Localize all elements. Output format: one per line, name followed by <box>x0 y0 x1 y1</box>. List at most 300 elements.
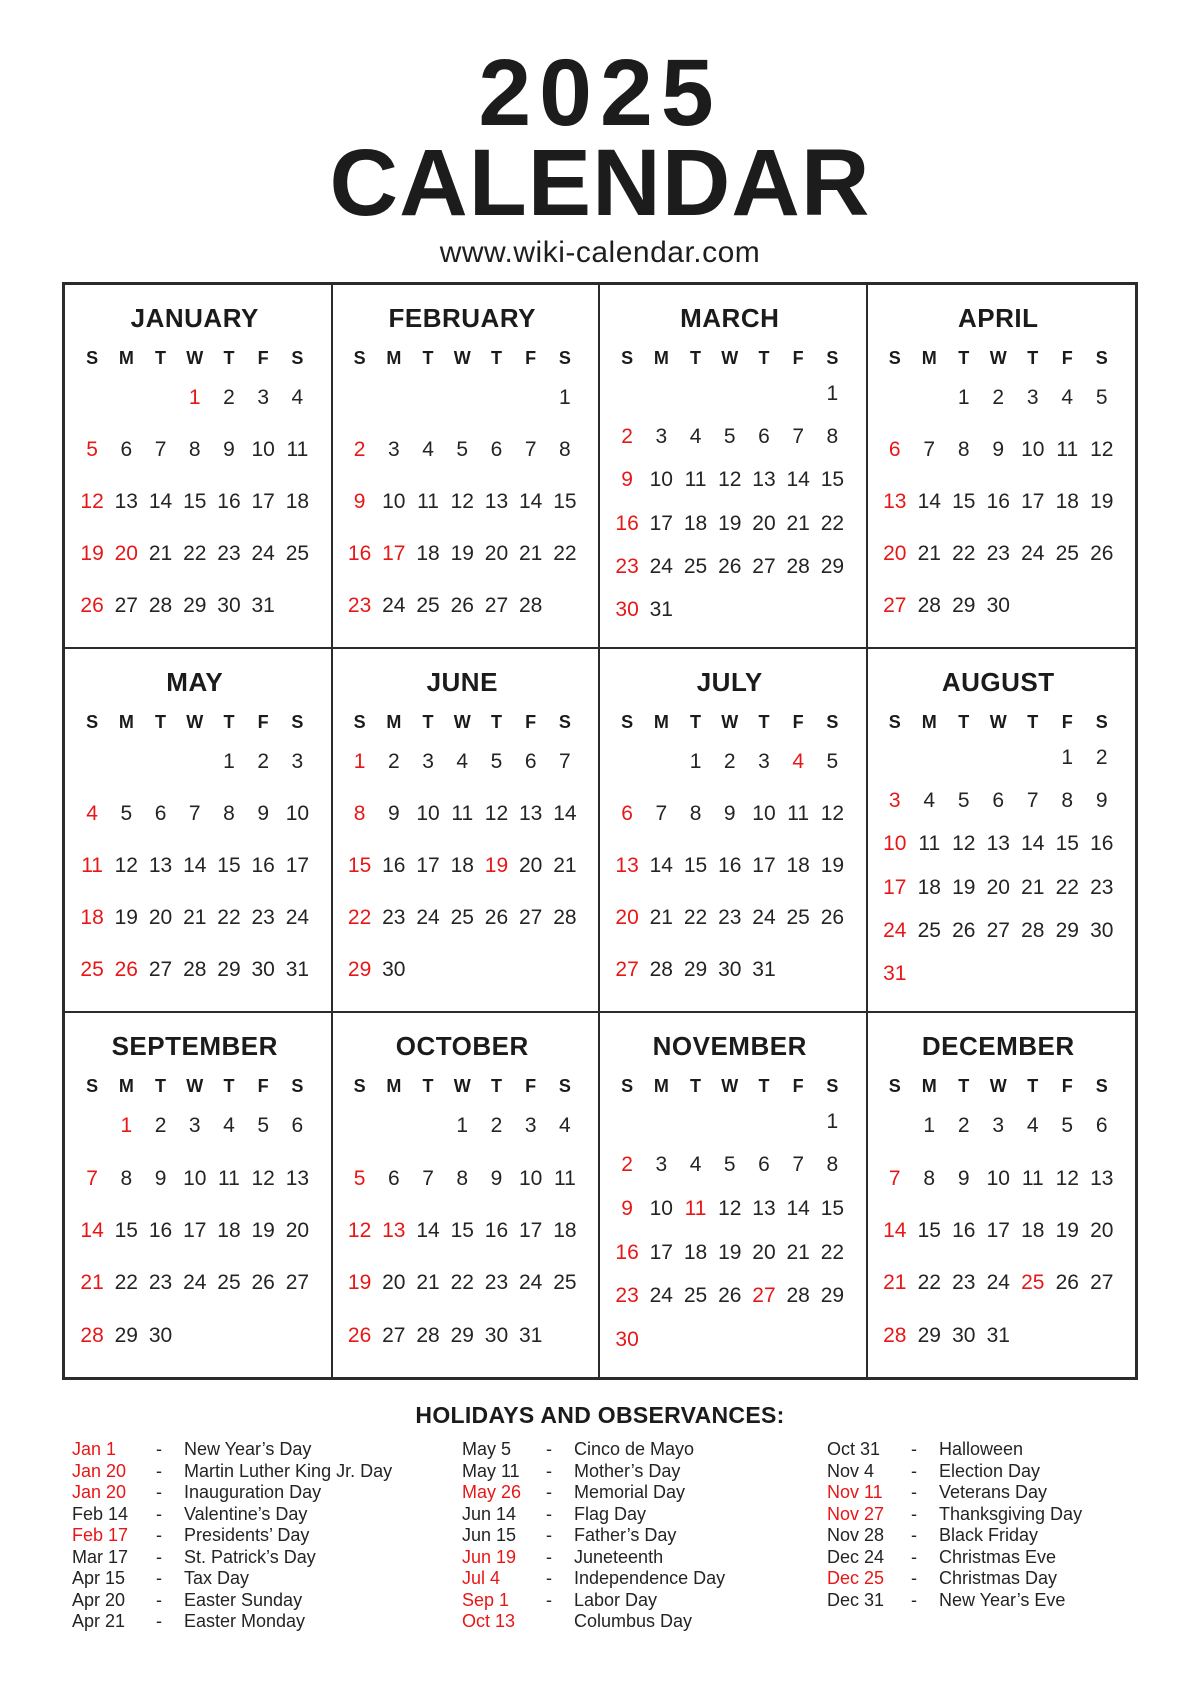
holiday-dash: - <box>156 1525 162 1546</box>
week-row <box>75 959 315 980</box>
holiday-date: Oct 13 <box>462 1611 516 1632</box>
holiday-name: Valentine’s Day <box>184 1503 308 1524</box>
weekday-label: S <box>291 1076 304 1097</box>
holiday-entry <box>72 1504 462 1526</box>
weekday-label: T <box>223 712 235 733</box>
date-cell: 4 <box>223 1114 235 1138</box>
date-cell: 24 <box>649 1284 673 1308</box>
weekday-header <box>343 712 583 733</box>
week-row <box>343 959 583 980</box>
date-cell: 2 <box>723 749 736 773</box>
holiday-name: Election Day <box>939 1460 1041 1481</box>
date-cell: 29 <box>1055 918 1079 942</box>
date-cell: 7 <box>792 424 805 448</box>
date-cell: 21 <box>80 1271 104 1295</box>
empty-cell <box>678 599 712 620</box>
date-cell: 18 <box>80 905 104 929</box>
date-cell: 25 <box>416 593 440 617</box>
date-cell: 24 <box>883 918 907 942</box>
calendar-title: CALENDAR <box>329 130 871 237</box>
holiday-name: New Year’s Eve <box>939 1589 1066 1610</box>
date-cell: 11 <box>1056 437 1079 461</box>
empty-cell <box>178 751 212 772</box>
date-cell: 20 <box>382 1271 406 1295</box>
date-cell: 4 <box>689 1153 702 1177</box>
week-row <box>878 790 1120 811</box>
empty-cell <box>1050 1325 1085 1346</box>
holiday-name: Father’s Day <box>574 1525 677 1546</box>
holiday-entry <box>827 1525 1082 1547</box>
date-cell: 6 <box>120 437 133 461</box>
empty-cell <box>610 751 644 772</box>
weekday-label: T <box>490 348 502 369</box>
weekday-label: S <box>621 348 634 369</box>
empty-cell <box>678 383 712 404</box>
week-row <box>610 383 850 404</box>
month-february <box>333 285 601 649</box>
date-cell: 9 <box>257 801 270 825</box>
weekday-label: T <box>422 712 434 733</box>
weekday-label: F <box>792 712 804 733</box>
date-cell: 8 <box>223 801 235 825</box>
weekday-header <box>75 1076 315 1097</box>
holiday-name: Labor Day <box>574 1589 658 1610</box>
date-cell: 19 <box>820 853 845 877</box>
date-cell: 20 <box>114 541 138 565</box>
date-cell: 7 <box>923 437 936 461</box>
date-cell: 29 <box>114 1323 138 1347</box>
empty-cell <box>912 387 947 408</box>
date-cell: 16 <box>718 853 742 877</box>
holiday-date: Jul 4 <box>462 1568 501 1589</box>
date-cell: 28 <box>917 593 941 617</box>
weekday-label: M <box>118 348 134 369</box>
date-cell: 29 <box>952 593 976 617</box>
holiday-date: Feb 17 <box>72 1525 129 1546</box>
date-cell: 25 <box>1021 1271 1045 1295</box>
date-cell: 23 <box>615 554 639 578</box>
date-cell: 17 <box>251 489 275 513</box>
date-cell: 14 <box>80 1218 104 1242</box>
weekday-label: S <box>291 712 304 733</box>
date-cell: 8 <box>353 801 366 825</box>
date-cell: 18 <box>683 511 708 535</box>
holiday-name: Presidents’ Day <box>184 1525 310 1546</box>
date-cell: 14 <box>917 489 941 513</box>
date-cell: 15 <box>1055 832 1079 856</box>
date-cell: 23 <box>615 1284 639 1308</box>
date-cell: 1 <box>957 385 970 409</box>
empty-cell <box>947 747 982 768</box>
month-title: JULY <box>696 667 763 698</box>
date-cell: 25 <box>80 957 104 981</box>
week-row <box>343 543 583 564</box>
holiday-dash: - <box>911 1503 917 1524</box>
weekday-header <box>878 348 1120 369</box>
date-cell: 24 <box>251 541 275 565</box>
date-cell: 21 <box>416 1271 440 1295</box>
weeks <box>878 735 1120 995</box>
weekday-label: S <box>353 348 366 369</box>
empty-cell <box>1016 747 1051 768</box>
date-cell: 22 <box>183 541 207 565</box>
weekday-label: S <box>621 1076 634 1097</box>
date-cell: 28 <box>786 554 810 578</box>
weekday-label: S <box>826 712 839 733</box>
date-cell: 5 <box>490 749 503 773</box>
date-cell: 12 <box>1090 437 1114 461</box>
month-july <box>600 649 868 1013</box>
weekday-header <box>75 348 315 369</box>
holiday-entry <box>72 1482 462 1504</box>
empty-cell <box>713 1111 747 1132</box>
weekday-label: T <box>758 712 770 733</box>
date-cell: 22 <box>952 541 976 565</box>
date-cell: 9 <box>154 1166 167 1190</box>
date-cell: 9 <box>490 1166 503 1190</box>
date-cell: 22 <box>820 1240 845 1264</box>
month-title: MAY <box>166 667 224 698</box>
date-cell: 11 <box>286 437 309 461</box>
weekday-label: F <box>257 1076 269 1097</box>
holiday-dash <box>540 1611 574 1633</box>
date-cell: 13 <box>114 489 138 513</box>
empty-cell <box>1050 963 1085 984</box>
date-cell: 18 <box>416 541 440 565</box>
weeks <box>610 735 850 995</box>
date-cell: 15 <box>217 853 241 877</box>
week-row <box>343 1115 583 1136</box>
empty-cell <box>747 383 781 404</box>
empty-cell <box>548 1325 582 1346</box>
weekday-label: T <box>690 348 702 369</box>
date-cell: 2 <box>387 749 400 773</box>
date-cell: 3 <box>422 749 434 773</box>
date-cell: 15 <box>183 489 207 513</box>
date-cell: 3 <box>758 749 770 773</box>
date-cell: 10 <box>382 489 406 513</box>
weekday-header <box>610 348 850 369</box>
weekday-header <box>75 712 315 733</box>
date-cell: 29 <box>217 957 241 981</box>
empty-cell <box>1085 595 1120 616</box>
week-row <box>610 1242 850 1263</box>
date-cell: 8 <box>1061 788 1074 812</box>
date-cell: 30 <box>148 1323 173 1347</box>
website-url: www.wiki-calendar.com <box>439 236 761 270</box>
date-cell: 16 <box>251 853 275 877</box>
date-cell: 7 <box>188 801 201 825</box>
date-cell: 10 <box>416 801 440 825</box>
weeks <box>878 1099 1120 1361</box>
week-row <box>878 1220 1120 1241</box>
holiday-column-3 <box>827 1439 1082 1633</box>
date-cell: 7 <box>559 749 571 773</box>
empty-cell <box>75 751 109 772</box>
date-cell: 18 <box>1021 1218 1045 1242</box>
month-title: DECEMBER <box>921 1031 1075 1062</box>
empty-cell <box>610 1111 644 1132</box>
date-cell: 25 <box>450 905 474 929</box>
holiday-entry <box>72 1611 462 1633</box>
date-cell: 27 <box>883 593 907 617</box>
week-row <box>75 803 315 824</box>
holiday-dash: - <box>911 1439 917 1460</box>
holiday-date: Oct 31 <box>827 1439 881 1460</box>
empty-cell <box>644 1329 678 1350</box>
holiday-name: Mother’s Day <box>574 1460 681 1481</box>
holiday-date: Jan 1 <box>72 1439 117 1460</box>
week-row <box>343 803 583 824</box>
date-cell: 4 <box>792 749 805 773</box>
date-cell: 8 <box>957 437 970 461</box>
date-cell: 24 <box>518 1271 543 1295</box>
date-cell: 13 <box>883 489 907 513</box>
holiday-dash: - <box>546 1525 552 1546</box>
empty-cell <box>143 387 177 408</box>
date-cell: 2 <box>992 385 1005 409</box>
week-row <box>610 1154 850 1175</box>
holiday-dash: - <box>911 1568 917 1589</box>
weekday-label: T <box>155 712 167 733</box>
holiday-columns <box>0 1439 1200 1633</box>
weeks <box>343 1099 583 1361</box>
holiday-dash: - <box>911 1589 917 1610</box>
date-cell: 5 <box>723 1153 736 1177</box>
date-cell: 11 <box>1021 1166 1044 1190</box>
empty-cell <box>644 383 678 404</box>
date-cell: 16 <box>382 853 406 877</box>
date-cell: 12 <box>718 468 742 492</box>
holiday-dash: - <box>911 1525 917 1546</box>
date-cell: 2 <box>223 385 235 409</box>
empty-cell <box>280 595 314 616</box>
date-cell: 10 <box>1021 437 1045 461</box>
week-row <box>343 387 583 408</box>
date-cell: 16 <box>1090 832 1114 856</box>
date-cell: 27 <box>752 554 776 578</box>
holiday-date: May 11 <box>462 1460 520 1481</box>
week-row <box>610 1329 850 1350</box>
date-cell: 21 <box>917 541 941 565</box>
date-cell: 24 <box>752 905 776 929</box>
weekday-label: W <box>453 712 471 733</box>
weekday-label: T <box>422 1076 434 1097</box>
date-cell: 11 <box>684 468 707 492</box>
date-cell: 11 <box>451 801 474 825</box>
holiday-date: Mar 17 <box>72 1546 129 1567</box>
date-cell: 28 <box>553 905 577 929</box>
date-cell: 1 <box>826 381 839 405</box>
week-row <box>75 751 315 772</box>
date-cell: 26 <box>251 1271 275 1295</box>
date-cell: 26 <box>718 1284 742 1308</box>
date-cell: 16 <box>952 1218 976 1242</box>
weekday-label: F <box>792 1076 804 1097</box>
date-cell: 9 <box>957 1166 970 1190</box>
date-cell: 23 <box>148 1271 173 1295</box>
date-cell: 11 <box>218 1166 240 1190</box>
weekday-label: F <box>257 712 269 733</box>
date-cell: 30 <box>484 1323 509 1347</box>
month-title: SEPTEMBER <box>111 1031 278 1062</box>
weekday-label: S <box>558 348 571 369</box>
date-cell: 26 <box>114 957 138 981</box>
weekday-label: S <box>826 1076 839 1097</box>
date-cell: 29 <box>917 1323 941 1347</box>
date-cell: 18 <box>786 853 810 877</box>
date-cell: 21 <box>553 853 577 877</box>
weekday-label: T <box>223 348 235 369</box>
month-title: MARCH <box>680 303 780 334</box>
holiday-date: Jun 19 <box>462 1546 517 1567</box>
date-cell: 22 <box>1055 875 1079 899</box>
date-cell: 10 <box>649 1197 673 1221</box>
holiday-name: Inauguration Day <box>184 1482 322 1503</box>
empty-cell <box>75 1115 109 1136</box>
empty-cell <box>212 1325 246 1346</box>
holiday-entry <box>827 1590 1082 1612</box>
empty-cell <box>678 1111 712 1132</box>
date-cell: 22 <box>820 511 845 535</box>
empty-cell <box>178 1325 212 1346</box>
date-cell: 1 <box>826 1109 839 1133</box>
date-cell: 17 <box>649 1240 673 1264</box>
date-cell: 1 <box>1061 745 1074 769</box>
date-cell: 4 <box>1026 1114 1039 1138</box>
date-cell: 11 <box>553 1166 576 1190</box>
date-cell: 18 <box>450 853 474 877</box>
week-row <box>75 1272 315 1293</box>
holiday-dash: - <box>156 1568 162 1589</box>
holiday-dash: - <box>911 1460 917 1481</box>
date-cell: 22 <box>114 1271 138 1295</box>
empty-cell <box>445 959 479 980</box>
date-cell: 28 <box>649 957 673 981</box>
weekday-label: S <box>353 1076 366 1097</box>
date-cell: 4 <box>86 801 98 825</box>
date-cell: 28 <box>883 1323 907 1347</box>
weekday-label: S <box>1095 712 1108 733</box>
date-cell: 6 <box>154 801 167 825</box>
date-cell: 4 <box>559 1114 571 1138</box>
holiday-column-2 <box>462 1439 827 1633</box>
holidays-section <box>0 1402 1200 1633</box>
holiday-entry <box>462 1568 827 1590</box>
header <box>0 0 1200 270</box>
weekday-label: T <box>690 1076 702 1097</box>
date-cell: 22 <box>217 905 241 929</box>
date-cell: 22 <box>917 1271 941 1295</box>
date-cell: 15 <box>347 853 372 877</box>
date-cell: 17 <box>382 541 406 565</box>
holiday-dash: - <box>546 1503 552 1524</box>
week-row <box>610 599 850 620</box>
date-cell: 15 <box>553 489 577 513</box>
date-cell: 10 <box>883 832 907 856</box>
weekday-header <box>610 712 850 733</box>
holiday-dash: - <box>546 1439 552 1460</box>
date-cell: 1 <box>456 1114 469 1138</box>
date-cell: 29 <box>347 957 372 981</box>
weekday-label: S <box>353 712 366 733</box>
week-row <box>878 920 1120 941</box>
empty-cell <box>947 963 982 984</box>
date-cell: 27 <box>114 593 138 617</box>
date-cell: 23 <box>1090 875 1114 899</box>
week-row <box>610 803 850 824</box>
date-cell: 12 <box>347 1218 372 1242</box>
week-row <box>75 1325 315 1346</box>
weekday-label: M <box>118 712 134 733</box>
weekday-label: M <box>921 1076 937 1097</box>
weekday-header <box>343 1076 583 1097</box>
week-row <box>343 1272 583 1293</box>
empty-cell <box>1050 595 1085 616</box>
empty-cell <box>815 599 849 620</box>
week-row <box>878 491 1120 512</box>
year-title: 2025 <box>478 40 722 146</box>
date-cell: 28 <box>80 1323 104 1347</box>
date-cell: 5 <box>957 788 970 812</box>
date-cell: 10 <box>649 468 673 492</box>
date-cell: 30 <box>718 957 742 981</box>
holiday-entry <box>462 1525 827 1547</box>
week-row <box>878 1115 1120 1136</box>
weekday-label: T <box>155 1076 167 1097</box>
weekday-header <box>878 1076 1120 1097</box>
empty-cell <box>644 751 678 772</box>
empty-cell <box>981 747 1016 768</box>
weekday-label: T <box>958 712 970 733</box>
date-cell: 6 <box>490 437 503 461</box>
date-cell: 17 <box>416 853 440 877</box>
date-cell: 1 <box>188 385 201 409</box>
holiday-date: Nov 4 <box>827 1460 875 1481</box>
empty-cell <box>411 387 445 408</box>
empty-cell <box>747 1329 781 1350</box>
date-cell: 16 <box>484 1218 509 1242</box>
holiday-name: Independence Day <box>574 1568 726 1589</box>
empty-cell <box>479 387 513 408</box>
date-cell: 16 <box>148 1218 173 1242</box>
date-cell: 29 <box>820 1284 845 1308</box>
date-cell: 13 <box>285 1166 310 1190</box>
weekday-label: T <box>223 1076 235 1097</box>
week-row <box>610 1111 850 1132</box>
date-cell: 6 <box>621 801 633 825</box>
date-cell: 15 <box>114 1218 138 1242</box>
weeks <box>878 371 1120 631</box>
date-cell: 9 <box>387 801 400 825</box>
date-cell: 23 <box>347 593 372 617</box>
date-cell: 11 <box>684 1197 707 1221</box>
month-january <box>65 285 333 649</box>
date-cell: 20 <box>148 905 173 929</box>
date-cell: 26 <box>484 905 509 929</box>
date-cell: 5 <box>1061 1114 1074 1138</box>
empty-cell <box>644 1111 678 1132</box>
holiday-date: Jun 15 <box>462 1525 517 1546</box>
weekday-label: T <box>958 348 970 369</box>
date-cell: 22 <box>450 1271 474 1295</box>
week-row <box>610 959 850 980</box>
weekday-label: W <box>453 348 471 369</box>
date-cell: 5 <box>1095 385 1108 409</box>
month-title: AUGUST <box>941 667 1055 698</box>
date-cell: 12 <box>718 1197 742 1221</box>
holiday-name: Martin Luther King Jr. Day <box>184 1460 393 1481</box>
